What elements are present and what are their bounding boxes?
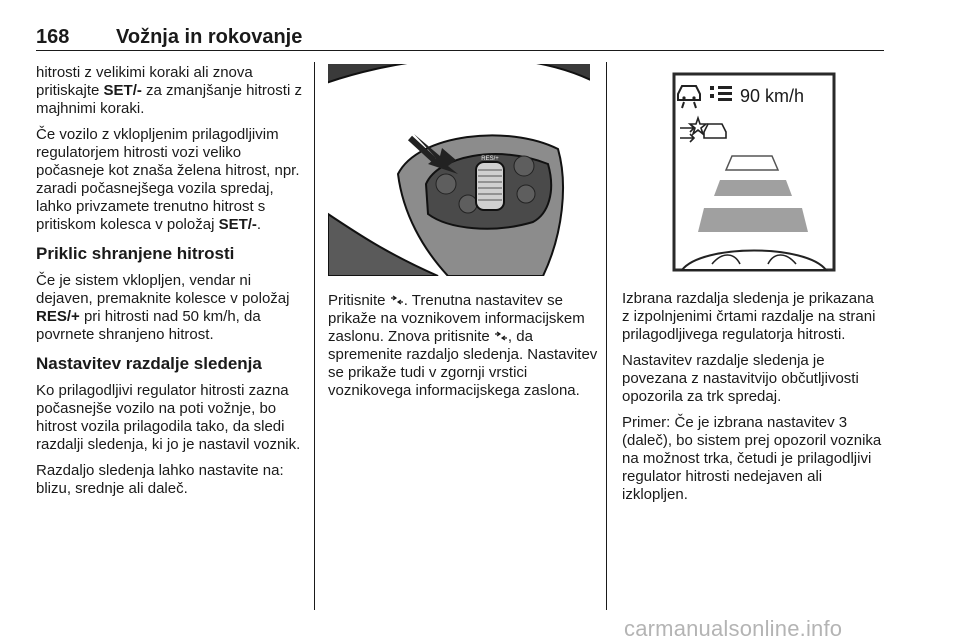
column-divider-1 bbox=[314, 62, 315, 610]
subheading: Nastavitev razdalje sledenja bbox=[36, 354, 262, 373]
distance-bar-2 bbox=[714, 180, 792, 196]
text: Pritisnite bbox=[328, 292, 390, 309]
text: hitrosti z velikimi koraki ali znova pritiskajte bbox=[36, 64, 253, 99]
driver-info-display-figure bbox=[622, 64, 884, 276]
page-number: 168 bbox=[36, 26, 70, 48]
text: . bbox=[256, 216, 262, 233]
follow-distance-icon bbox=[390, 294, 404, 306]
header-rule bbox=[36, 50, 884, 51]
section-title: Vožnja in rokovanje bbox=[116, 26, 303, 48]
paragraph: Izbrana razdalja sledenja je prikazana z izpolnjenimi črtami razdalje na strani prilagodljivega regulatorja hitrosti. bbox=[622, 290, 876, 343]
watermark: carmanualsonline.info bbox=[624, 616, 843, 641]
text: . Trenutna nastavitev se prikaže na voznikovem informacijskem zaslonu. Znova pritisnite bbox=[328, 292, 585, 345]
text: za zmanjšanje hitrosti z majhnimi koraki. bbox=[36, 82, 302, 117]
steering-wheel-illustration bbox=[328, 64, 590, 276]
distance-bar-3 bbox=[698, 208, 808, 232]
column-1 bbox=[36, 64, 304, 506]
column-divider-2 bbox=[606, 62, 607, 610]
driver-info-display bbox=[622, 64, 884, 276]
steering-wheel-figure bbox=[328, 64, 590, 276]
paragraph: Ko prilagodljivi regulator hitrosti zazna počasnejše vozilo na poti vožnje, bo hitrost vozila prilagodila tako, da sledi razdalji sledenja, ki jo je nastavil voznik. bbox=[36, 382, 301, 453]
text: pri hitrosti nad 50 km/h, da povrnete shranjeno hitrost. bbox=[36, 308, 261, 343]
control-label: SET/- bbox=[218, 216, 257, 233]
subheading: Priklic shranjene hitrosti bbox=[36, 244, 235, 263]
paragraph bbox=[36, 126, 304, 234]
text: Če je sistem vklopljen, vendar ni dejaven, premaknite kolesce v položaj bbox=[36, 272, 290, 307]
text: , da spremenite razdaljo sledenja. Nastavitev se prikaže tudi v zgornji vrstici voznikovega informacijskega zaslona. bbox=[328, 328, 598, 399]
set-speed-readout: 90 km/h bbox=[739, 86, 805, 106]
column-3 bbox=[622, 290, 884, 512]
paragraph: Nastavitev razdalje sledenja je povezana z nastavitvijo občutljivosti opozorila za trk spredaj. bbox=[622, 352, 859, 405]
paragraph: Razdaljo sledenja lahko nastavite na: blizu, srednje ali daleč. bbox=[36, 462, 284, 497]
paragraph bbox=[36, 272, 304, 344]
paragraph bbox=[36, 64, 304, 118]
paragraph bbox=[328, 292, 598, 400]
res-plus-label: RES/+ bbox=[481, 156, 499, 162]
paragraph: Primer: Če je izbrana nastavitev 3 (daleč), bo sistem prej opozoril voznika na možnost trka, četudi je prilagodljivi regulator hitrosti nedejaven ali izklopljen. bbox=[622, 414, 882, 503]
text: Če vozilo z vklopljenim prilagodljivim regulatorjem hitrosti vozi veliko počasneje kot znaša želena hitrost, npr. zaradi počasnejšega vozila spredaj, lahko privzamete trenutno hitrost s pritiskom kolesca v položaj bbox=[36, 126, 300, 233]
follow-distance-icon bbox=[494, 330, 508, 342]
column-2 bbox=[328, 292, 598, 408]
distance-bar-1 bbox=[726, 156, 778, 170]
control-label: RES/+ bbox=[36, 308, 80, 325]
control-label: SET/- bbox=[103, 82, 142, 99]
